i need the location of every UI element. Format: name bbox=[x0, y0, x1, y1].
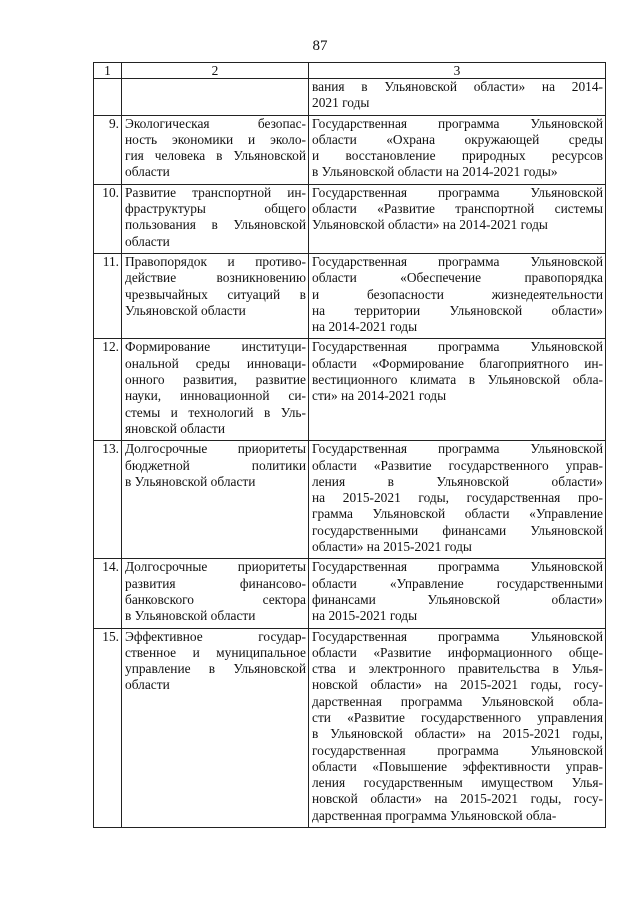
table-row bbox=[94, 253, 606, 338]
text-line: и безопасности жизнедеятельности bbox=[312, 286, 603, 302]
row-number bbox=[94, 79, 122, 116]
text-line: области «Управление государственными bbox=[312, 575, 603, 591]
row-number: 13. bbox=[94, 441, 122, 559]
text-line: на 2015-2021 годы bbox=[312, 608, 418, 624]
text-line: ственное и муниципальное bbox=[125, 644, 306, 660]
program-text bbox=[309, 339, 606, 441]
text-line: Государственная программа Ульяновской bbox=[312, 441, 603, 457]
text-line: в Ульяновской области bbox=[125, 473, 256, 489]
text-line: ность экономики и эколо- bbox=[125, 131, 306, 147]
program-text bbox=[309, 253, 606, 338]
text-line: Государственная программа Ульяновской bbox=[312, 628, 603, 644]
text-line: науки, инновационной си- bbox=[125, 388, 306, 404]
text-line: дарственная программа Ульяновской обла- bbox=[312, 807, 557, 823]
text-line: Формирование институци- bbox=[125, 339, 306, 355]
text-line: Правопорядок и противо- bbox=[125, 253, 306, 269]
text-line: области «Развитие информационного обще- bbox=[312, 644, 603, 660]
text-line: новской области» на 2015-2021 годы, госу- bbox=[312, 677, 603, 693]
text-line: финансами Ульяновской области» bbox=[312, 591, 603, 607]
row-number: 15. bbox=[94, 628, 122, 828]
text-line: развития финансово- bbox=[125, 575, 306, 591]
table-row bbox=[94, 184, 606, 253]
table-row bbox=[94, 441, 606, 559]
direction-name bbox=[122, 441, 309, 559]
table-row bbox=[94, 115, 606, 184]
page-number: 87 bbox=[312, 38, 328, 54]
program-text bbox=[309, 115, 606, 184]
text-line: яновской области bbox=[125, 420, 226, 436]
text-line: на 2015-2021 годы, государственная про- bbox=[312, 490, 603, 506]
program-text bbox=[309, 441, 606, 559]
table-row bbox=[94, 628, 606, 828]
direction-name bbox=[122, 559, 309, 628]
text-line: области «Развитие государственного управ- bbox=[312, 457, 603, 473]
text-line: Государственная программа Ульяновской bbox=[312, 253, 603, 269]
text-line: в Ульяновской области» на 2015-2021 годы, bbox=[312, 726, 603, 742]
row-number: 12. bbox=[94, 339, 122, 441]
text-line: Ульяновской области» на 2014-2021 годы bbox=[312, 217, 548, 233]
text-line: банковского сектора bbox=[125, 591, 306, 607]
row-number: 10. bbox=[94, 184, 122, 253]
text-line: в Ульяновской области на 2014-2021 годы» bbox=[312, 164, 558, 180]
text-line: государственными финансами Ульяновской bbox=[312, 522, 603, 538]
text-line: на территории Ульяновской области» bbox=[312, 302, 603, 318]
text-line: области «Развитие транспортной системы bbox=[312, 201, 603, 217]
text-line: действие возникновению bbox=[125, 270, 306, 286]
direction-name bbox=[122, 339, 309, 441]
table-row bbox=[94, 339, 606, 441]
text-line: и восстановление природных ресурсов bbox=[312, 148, 603, 164]
row-number: 11. bbox=[94, 253, 122, 338]
text-line: новской области» на 2015-2021 годы, госу- bbox=[312, 791, 603, 807]
text-line: области bbox=[125, 164, 170, 180]
text-line: области bbox=[125, 677, 170, 693]
text-line: сти» на 2014-2021 годы bbox=[312, 388, 447, 404]
text-line: области «Охрана окружающей среды bbox=[312, 131, 603, 147]
table-header-row bbox=[94, 63, 606, 79]
text-line: стемы и технологий в Уль- bbox=[125, 404, 306, 420]
text-line: Государственная программа Ульяновской bbox=[312, 339, 603, 355]
text-line: Государственная программа Ульяновской bbox=[312, 559, 603, 575]
text-line: Государственная программа Ульяновской bbox=[312, 184, 603, 200]
text-line: вестиционного климата в Ульяновской обла- bbox=[312, 372, 603, 388]
text-line: ональной среды инноваци- bbox=[125, 355, 306, 371]
program-text bbox=[309, 559, 606, 628]
text-line: области «Обеспечение правопорядка bbox=[312, 270, 603, 286]
text-line: чрезвычайных ситуаций в bbox=[125, 286, 306, 302]
program-text bbox=[309, 628, 606, 828]
text-line: пользования в Ульяновской bbox=[125, 217, 306, 233]
text-line: управление в Ульяновской bbox=[125, 661, 306, 677]
text-line: области» на 2015-2021 годы bbox=[312, 539, 472, 555]
text-line: ления в Ульяновской области» bbox=[312, 473, 603, 489]
text-line: ления государственным имуществом Улья- bbox=[312, 775, 603, 791]
text-line: 2021 годы bbox=[312, 95, 370, 111]
text-line: онного развития, развитие bbox=[125, 372, 306, 388]
text-line: гия человека в Ульяновской bbox=[125, 148, 306, 164]
direction-name bbox=[122, 628, 309, 828]
text-line: Эффективное государ- bbox=[125, 628, 306, 644]
text-line: сти «Развитие государственного управления bbox=[312, 709, 603, 725]
text-line: фраструктуры общего bbox=[125, 201, 306, 217]
direction-name bbox=[122, 184, 309, 253]
text-line: государственная программа Ульяновской bbox=[312, 742, 603, 758]
text-line: дарственная программа Ульяновской обла- bbox=[312, 693, 603, 709]
text-line: Долгосрочные приоритеты bbox=[125, 559, 306, 575]
text-line: области «Повышение эффективности управ- bbox=[312, 758, 603, 774]
program-text bbox=[309, 79, 606, 116]
row-number: 14. bbox=[94, 559, 122, 628]
header-col-1: 1 bbox=[94, 63, 122, 79]
text-line: области «Формирование благоприятного ин- bbox=[312, 355, 603, 371]
text-line: области bbox=[125, 233, 170, 249]
direction-name bbox=[122, 115, 309, 184]
text-line: ства и электронного правительства в Улья- bbox=[312, 661, 603, 677]
direction-name bbox=[122, 253, 309, 338]
program-text bbox=[309, 184, 606, 253]
header-col-2: 2 bbox=[122, 63, 309, 79]
text-line: грамма Ульяновской области «Управление bbox=[312, 506, 603, 522]
text-line: Ульяновской области bbox=[125, 302, 246, 318]
table-row bbox=[94, 79, 606, 116]
header-col-3: 3 bbox=[309, 63, 606, 79]
programs-table bbox=[93, 62, 606, 828]
text-line: в Ульяновской области bbox=[125, 608, 256, 624]
table-row bbox=[94, 559, 606, 628]
row-number: 9. bbox=[94, 115, 122, 184]
text-line: Долгосрочные приоритеты bbox=[125, 441, 306, 457]
text-line: Государственная программа Ульяновской bbox=[312, 115, 603, 131]
text-line: бюджетной политики bbox=[125, 457, 306, 473]
text-line: Экологическая безопас- bbox=[125, 115, 306, 131]
direction-name bbox=[122, 79, 309, 116]
text-line: вания в Ульяновской области» на 2014- bbox=[312, 79, 603, 94]
text-line: Развитие транспортной ин- bbox=[125, 184, 306, 200]
text-line: на 2014-2021 годы bbox=[312, 319, 418, 335]
